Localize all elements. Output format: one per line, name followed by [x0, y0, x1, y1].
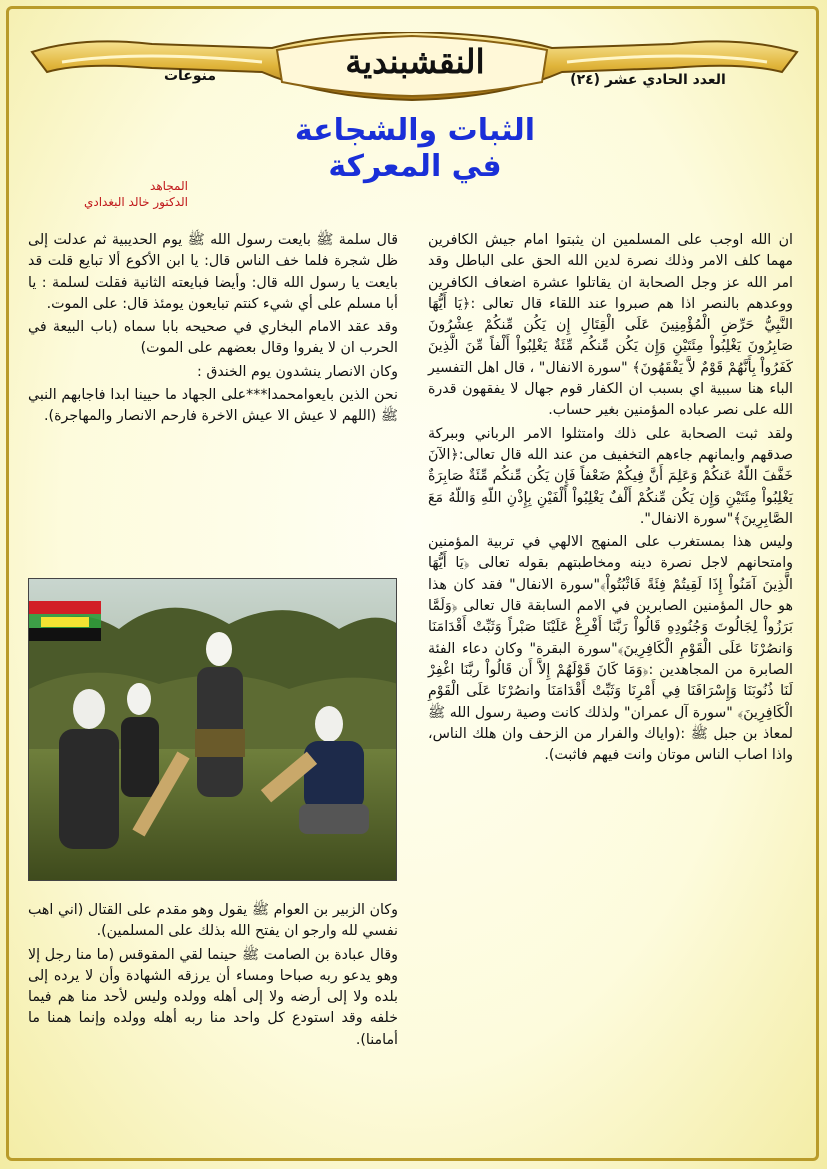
author-name: الدكتور خالد البغدادي [83, 195, 188, 209]
section-label: منوعات [163, 68, 217, 84]
article-title-line-2: في المعركة [328, 149, 502, 184]
left-column-top [28, 230, 398, 430]
article-title [240, 113, 590, 185]
paragraph: وقال عبادة بن الصامت ﷺ حينما لقي المقوقس (ما منا رجل إلا وهو يدعو ربه صباحا ومساء أن يرزقه الشهادة وأن لا يرده إلى بلده ولا إلى أرضه ولا إلى أهله وولده وليس لأحد منا هم فيما خلفه وقد استودع كل واحد منا ربه أهله وولده وإنما همنا ما أمامنا). [28, 946, 398, 1048]
photo-illustration [29, 579, 397, 881]
paragraph: وليس هذا بمستغرب على المنهج الالهي في تربية المؤمنين وامتحانهم لاجل نصرة دينه ومخاطبتهم بقوله تعالى ﴿يَا أَيُّهَا الَّذِينَ آمَنُواْ إِذَا لَقِيتُمْ فِئَةً فَاثْبُتُواْ﴾"سورة الانفال" فقد كان هذا هو حال المؤمنين الصابرين في الامم السابقة قال تعالى ﴿وَلَمَّا بَرَزُواْ لِجَالُوتَ وَجُنُودِهِ قَالُواْ رَبَّنَا أَفْرِغْ عَلَيْنَا صَبْراً وَثَبِّتْ أَقْدَامَنَا وَانصُرْنَا عَلَى الْقَوْمِ الْكَافِرِينَ﴾"سورة البقرة" وكان دعاء الفئة الصابرة من المجاهدين :﴿وَمَا كَانَ قَوْلَهُمْ إِلاَّ أَن قَالُواْ ربَّنَا اغْفِرْ لَنَا ذُنُوبَنَا وَإِسْرَافَنَا فِي أَمْرِنَا وَثَبِّتْ أَقْدَامَنَا وانصُرْنَا عَلَى الْقَوْمِ الْكَافِرِينَ﴾ "سورة آل عمران" ولذلك كانت وصية رسول الله ﷺ لمعاذ بن جبل ﷺ :(واياك والفرار من الزحف وان هلك الناس، واذا اصاب الناس موتان وانت فيهم فاثبت). [428, 534, 793, 764]
paragraph: وكان الانصار ينشدون يوم الخندق : [197, 363, 398, 380]
author-title: المجاهد [150, 179, 188, 193]
author-byline [40, 178, 188, 210]
left-column-bottom [28, 900, 398, 1053]
paragraph: نحن الذين بايعوامحمدا***على الجهاد ما حيينا ابدا فاجابهم النبي ﷺ (اللهم لا عيش الا عيش الاخرة فارحم الانصار والمهاجرة). [28, 387, 398, 425]
fighters-photo [28, 578, 397, 881]
article-title-line-1: الثبات والشجاعة [294, 113, 536, 148]
issue-number: العدد الحادي عشر (٢٤) [570, 72, 726, 88]
paragraph: وقد عقد الامام البخاري في صحيحه بابا سماه (باب البيعة في الحرب ان لا يفروا وقال بعضهم على الموت) [28, 319, 398, 357]
paragraph: وكان الزبير بن العوام ﷺ يقول وهو مقدم على القتال (اني اهب نفسي لله وارجو ان يفتح الله بذلك على المسلمين). [28, 902, 398, 940]
paragraph: ولقد ثبت الصحابة على ذلك وامتثلوا الامر الرباني وببركة صدقهم وايمانهم جاءهم التخفيف من عند الله قال تعالى:﴿الآنَ خَفَّفَ اللّهُ عَنكُمْ وَعَلِمَ أَنَّ فِيكُمْ ضَعْفاً فَإِن يَكُن مِّنكُم مِّئَةٌ صَابِرَةٌ يَغْلِبُواْ مِئَتَيْنِ وَإِن يَكُن مِّنكُمْ أَلْفٌ يَغْلِبُواْ أَلْفَيْنِ بِإِذْنِ اللّهِ وَاللّهُ مَعَ الصَّابِرِينَ﴾"سورة الانفال". [428, 425, 793, 527]
right-column [428, 230, 793, 768]
paragraph: قال سلمة ﷺ بايعت رسول الله ﷺ يوم الحديبية ثم عدلت إلى ظل شجرة فلما خف الناس قال: يا ابن الأكوع ألا تبايع قلت قد بايعت يا رسول الله قال: وأيضا فبايعته الثانية فقلت لسلمة : يا أبا مسلم على أي شيء كنتم تبايعون يومئذ قال: على الموت. [28, 232, 398, 312]
paragraph: ان الله اوجب على المسلمين ان يثبتوا امام جيش الكافرين مهما كلف الامر وذلك نصرة لدين الله الحق على الباطل وقد امر الله عز وجل الصحابة ان يقاتلوا عشرة اضعاف الكافرين ووعدهم بالنصر اذا هم صبروا عند اللقاء قال تعالى :﴿يَا أَيُّهَا النَّبِيُّ حَرِّضِ الْمُؤْمِنِينَ عَلَى الْقِتَالِ إِن يَكُن مِّنكُمْ عِشْرُونَ صَابِرُونَ يَغْلِبُواْ مِئَتَيْنِ وَإِن يَكُن مِّنكُم مِّئَةٌ يَغْلِبُواْ أَلْفاً مِّنَ الَّذِينَ كَفَرُواْ بِأَنَّهُمْ قَوْمٌ لاَّ يَفْقَهُونَ﴾ "سورة الانفال" ، قال اهل التفسير الباء هنا سببية اي بسبب ان الكفار قوم جهال لا يفقهون قدرة الله على نصر عباده المؤمنين بغير حساب. [428, 232, 793, 419]
magazine-title: النقشبندية [345, 42, 485, 81]
